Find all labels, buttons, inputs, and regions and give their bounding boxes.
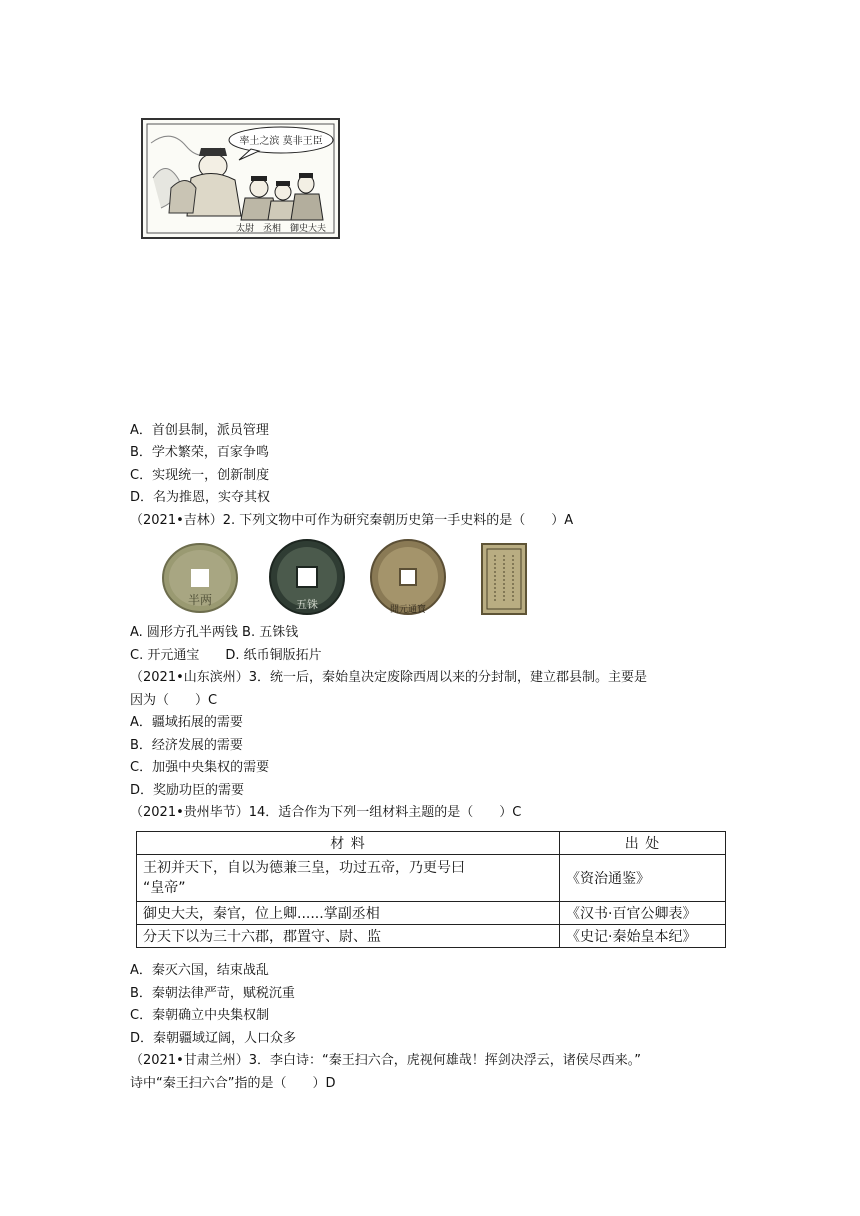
table-cell-source: 《资治通鉴》 — [560, 855, 726, 902]
q3-option-a: A．疆域拓展的需要 — [130, 715, 243, 730]
source-table — [136, 831, 726, 948]
table-header-row — [137, 832, 726, 855]
cartoon-labels: 太尉 丞相 御史大夫 — [235, 224, 327, 234]
lanzhou-stem-line1: （2021•甘肃兰州）3．李白诗：“秦王扫六合，虎视何雄哉！挥剑决浮云，诸侯尽西来。” — [130, 1053, 641, 1068]
material-text: 王初并天下，自以为德兼三皇，功过五帝，乃更号曰 — [143, 860, 465, 876]
table-cell-source: 《汉书·百官公卿表》 — [560, 902, 726, 925]
table-row — [137, 925, 726, 948]
q2-options-ab: A. 圆形方孔半两钱 B. 五铢钱 — [130, 625, 299, 640]
material-text-cont: “皇帝” — [143, 880, 186, 896]
q14-stem: （2021•贵州毕节）14．适合作为下列一组材料主题的是（ ）C — [130, 805, 522, 820]
q2-stem: （2021•吉林）2. 下列文物中可作为研究秦朝历史第一手史料的是（ ）A — [130, 513, 574, 528]
q2-options-cd: C. 开元通宝 D. 纸币铜版拓片 — [130, 648, 322, 663]
q3-option-c: C．加强中央集权的需要 — [130, 760, 270, 775]
q1-option-b: B．学术繁荣，百家争鸣 — [130, 445, 269, 460]
wuzhu-coin-image — [268, 538, 346, 616]
paper-money-plate-image — [481, 543, 527, 615]
q14-option-b: B．秦朝法律严苛，赋税沉重 — [130, 986, 295, 1001]
q14-option-d: D．秦朝疆域辽阔，人口众多 — [130, 1031, 297, 1046]
banliang-coin-image — [160, 542, 240, 614]
header-source: 出 处 — [560, 832, 726, 855]
cartoon-speech: 率土之滨 莫非王臣 — [239, 136, 323, 147]
table-row — [137, 902, 726, 925]
q3-stem-line2: 因为（ ）C — [130, 693, 218, 708]
wuzhu-coin-text: 五铢 — [296, 598, 318, 611]
table-cell-material: 御史大夫，秦官，位上卿......掌副丞相 — [137, 902, 560, 925]
q3-stem-line1: （2021•山东滨州）3．统一后，秦始皇决定废除西周以来的分封制，建立郡县制。主要是 — [130, 670, 648, 685]
q1-option-a: A．首创县制，派员管理 — [130, 423, 269, 438]
q14-option-a: A．秦灭六国，结束战乱 — [130, 963, 269, 978]
q3-option-b: B．经济发展的需要 — [130, 738, 243, 753]
lanzhou-stem-line2: 诗中“秦王扫六合”指的是（ ）D — [130, 1076, 336, 1091]
q3-option-d: D．奖励功臣的需要 — [130, 783, 245, 798]
cartoon-image — [141, 118, 340, 239]
header-material: 材 料 — [137, 832, 560, 855]
table-cell-material: 分天下以为三十六郡，郡置守、尉、监 — [137, 925, 560, 948]
kaiyuan-coin-text: 開元通寶 — [389, 605, 427, 615]
q1-option-c: C．实现统一，创新制度 — [130, 468, 270, 483]
q14-option-c: C．秦朝确立中央集权制 — [130, 1008, 270, 1023]
table-cell-material — [137, 855, 560, 902]
kaiyuan-coin-image — [369, 538, 447, 616]
q1-option-d: D．名为推恩，实夺其权 — [130, 490, 271, 505]
banliang-coin-text: 半两 — [187, 593, 213, 607]
table-cell-source: 《史记·秦始皇本纪》 — [560, 925, 726, 948]
table-row — [137, 855, 726, 902]
